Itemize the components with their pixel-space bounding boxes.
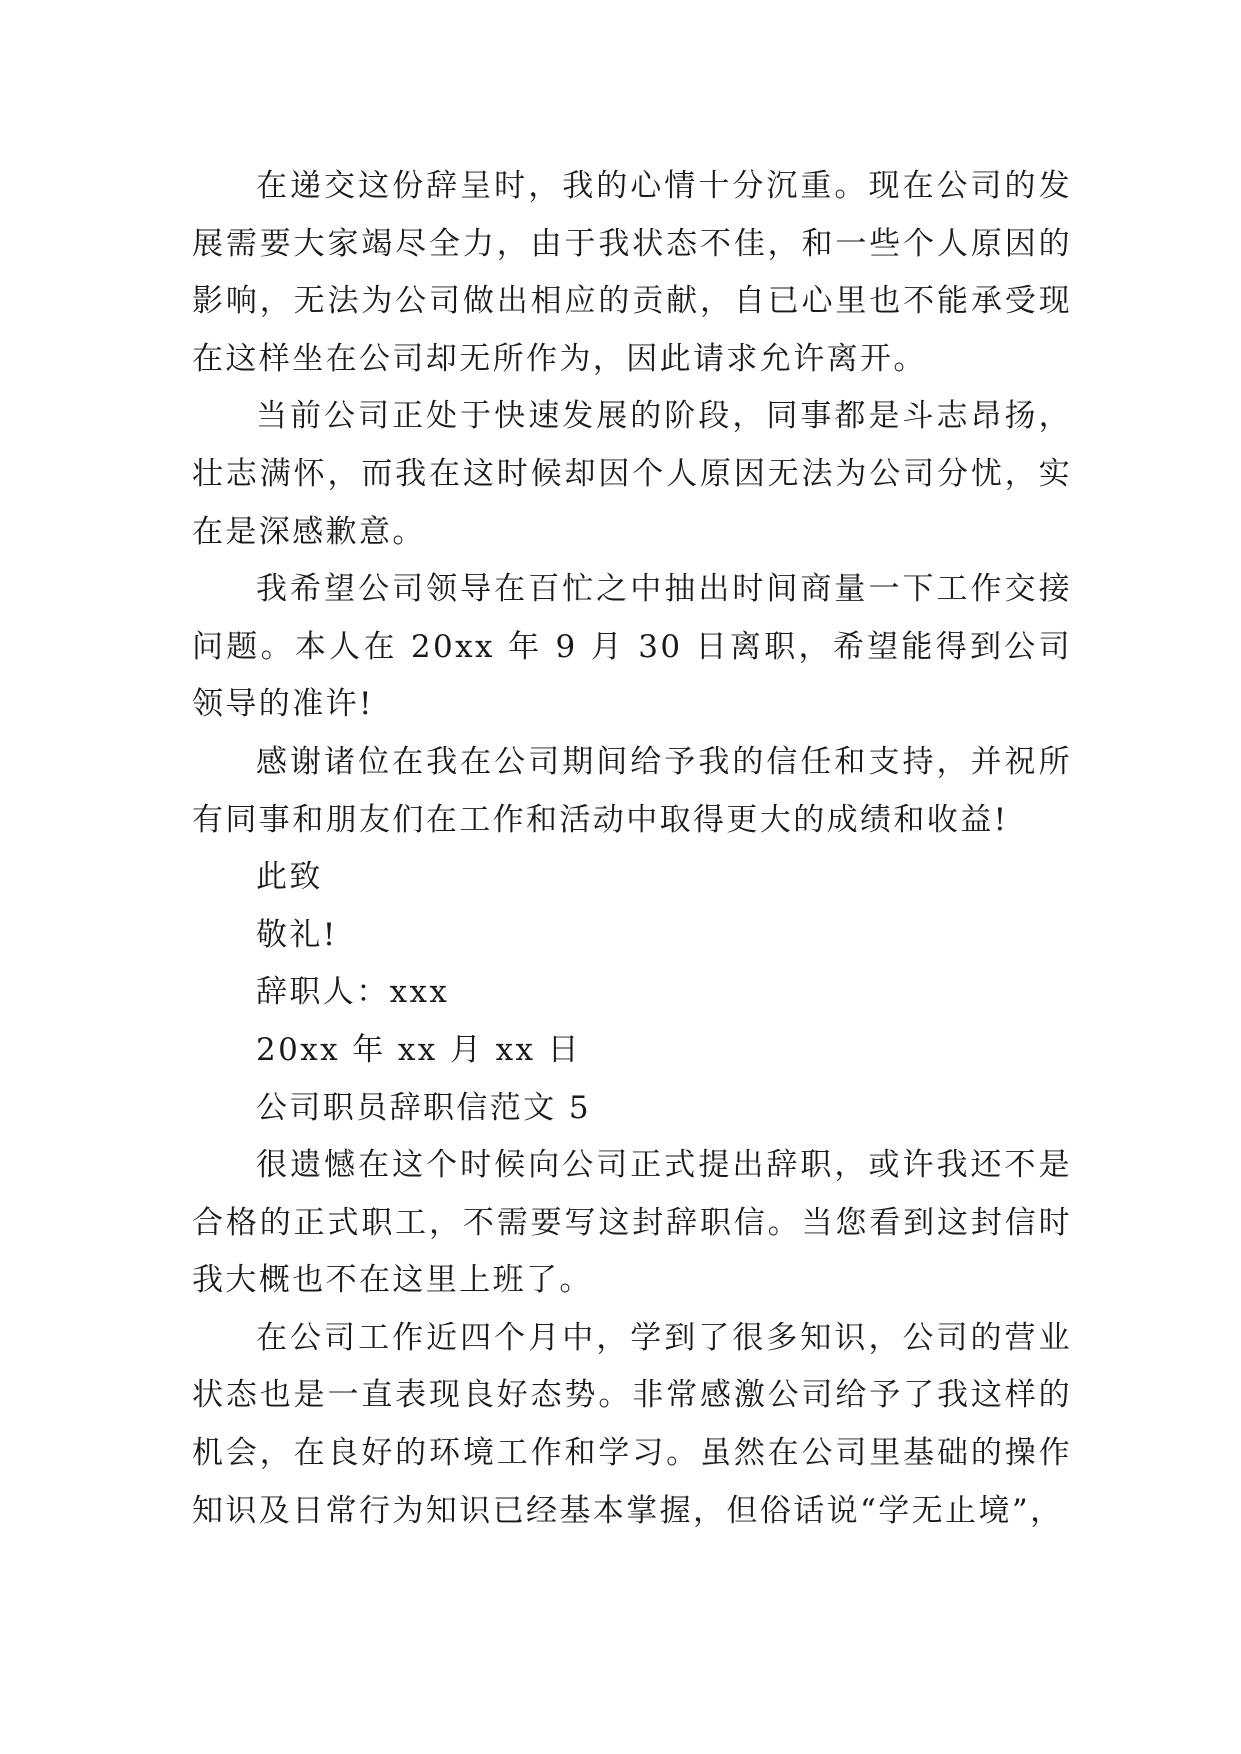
closing-salutation: 此致 [256, 859, 323, 896]
date-line: 20xx 年 xx 月 xx 日 [256, 1031, 582, 1068]
section-title: 公司职员辞职信范文 5 [256, 1089, 591, 1126]
paragraph-2: 当前公司正处于快速发展的阶段，同事都是斗志昂扬，壮志满怀，而我在这时候却因个人原因无法为公司分忧，实在是深感歉意。 [192, 398, 1072, 550]
paragraph-6: 在公司工作近四个月中，学到了很多知识，公司的营业状态也是一直表现良好态势。非常感激公司给予了我这样的机会，在良好的环境工作和学习。虽然在公司里基础的操作知识及日常行为知识已经基本掌握，但俗话说“学无止境”， [192, 1319, 1072, 1529]
paragraph-3: 我希望公司领导在百忙之中抽出时间商量一下工作交接问题。本人在 20xx 年 9 月 30 日离职，希望能得到公司领导的准许! [192, 571, 1072, 723]
paragraph-1: 在递交这份辞呈时，我的心情十分沉重。现在公司的发展需要大家竭尽全力，由于我状态不佳，和一些个人原因的影响，无法为公司做出相应的贡献，自已心里也不能承受现在这样坐在公司却无所作为，因此请求允许离开。 [192, 168, 1072, 377]
signer-line: 辞职人：xxx [256, 974, 450, 1011]
document-body [192, 158, 1072, 1540]
paragraph-5: 很遗憾在这个时候向公司正式提出辞职，或许我还不是合格的正式职工，不需要写这封辞职信。当您看到这封信时我大概也不在这里上班了。 [192, 1147, 1072, 1299]
paragraph-4: 感谢诸位在我在公司期间给予我的信任和支持，并祝所有同事和朋友们在工作和活动中取得更大的成绩和收益! [192, 743, 1072, 838]
closing-regards: 敬礼! [256, 916, 338, 953]
